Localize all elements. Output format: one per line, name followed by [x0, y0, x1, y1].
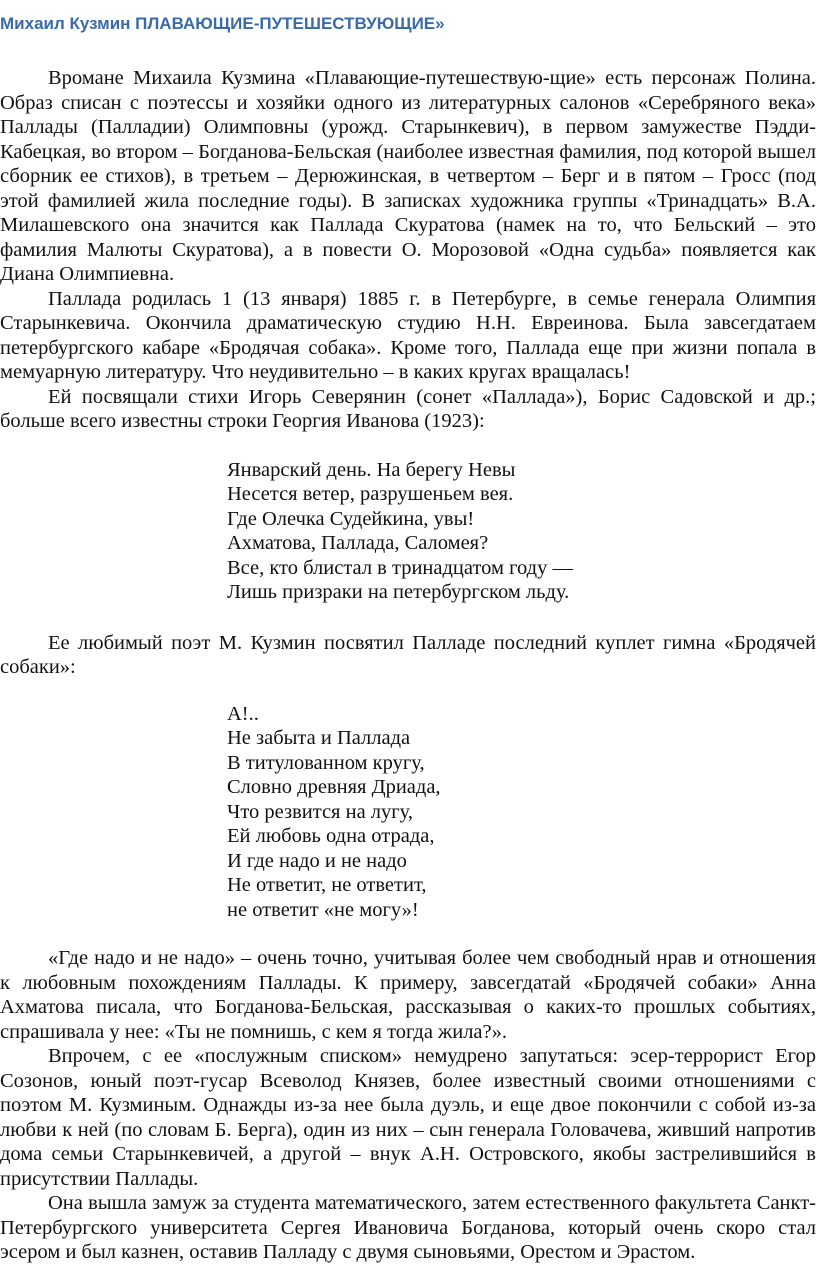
paragraph-service-record: Впрочем, с ее «послужным списком» немудрено запутаться: эсер-террорист Егор Созонов, юный поэт-гусар Всеволод Князев, более известный своими отношениями с поэтом М. Кузминым. Однажды из-за нее была дуэль, и еще двое покончили с собой из-за любви к ней (по словам Б. Берга), один из них – сын генерала Головачева, живший напротив дома семьи Старынкевичей, а другой – внук А.Н. Островского, якобы застрелившийся в присутствии Паллады.: [0, 1045, 816, 1190]
poem-line: Все, кто блистал в тринадцатом году —: [227, 556, 573, 579]
document-title: Михаил Кузмин ПЛАВАЮЩИЕ-ПУТЕШЕСТВУЮЩИЕ»: [0, 14, 445, 33]
poem-line: Где Олечка Судейкина, увы!: [227, 507, 475, 530]
poem-line: Словно древняя Дриада,: [227, 776, 441, 798]
paragraph-intro: Вромане Михаила Кузмина «Плавающие-путешествую-щие» есть персонаж Полина. Образ списан с поэтессы и хозяйки одного из литературных салонов «Серебряного века» Паллады (Палладии) Олимповны (урожд. Старынкевич), в первом замужестве Пэдди-Кабецкая, во втором – Богданова-Бельская (наиболее известная фамилия, под которой вышел сборник ее стихов), в третьем – Дерюжинская, в четвертом – Берг и в пятом – Гросс (под этой фамилией жила последние годы). В записках художника группы «Тринадцать» В.А. Милашевского она значится как Паллада Скуратова (намек на то, что Бельский – это фамилия Малюты Скуратова), а в повести О. Морозовой «Одна судьба» появляется как Диана Олимпиевна.: [0, 67, 816, 285]
poem-line: А!..: [227, 702, 259, 725]
poem-line: Что резвится на лугу,: [227, 800, 414, 823]
poem-line: В титулованном кругу,: [227, 751, 425, 774]
paragraph-dedications: Ей посвящали стихи Игорь Северянин (сонет «Паллада»), Борис Садовской и др.; больше всего известны строки Георгия Иванова (1923):: [0, 385, 816, 432]
poem-line: Несется ветер, разрушеньем вея.: [227, 483, 514, 505]
paragraph-kuzmin-hymn: Ее любимый поэт М. Кузмин посвятил Палладе последний куплет гимна «Бродячей собаки»:: [0, 631, 816, 678]
poem-line: не ответит «не могу»!: [227, 898, 419, 921]
spacer: [0, 434, 816, 458]
document-body: [0, 66, 816, 1265]
spacer: [0, 680, 816, 702]
poem-ivanov: [227, 458, 816, 605]
paragraph-birth: Паллада родилась 1 (13 января) 1885 г. в Петербурге, в семье генерала Олимпия Старынкевича. Окончила драматическую студию Н.Н. Евреинова. Была завсегдатаем петербургского кабаре «Бродячая собака». Кроме того, Паллада еще при жизни попала в мемуарную литературу. Что неудивительно – в каких кругах вращалась!: [0, 287, 816, 383]
spacer: [0, 605, 816, 631]
poem-line: И где надо и не надо: [227, 849, 407, 872]
paragraph-where-needed: «Где надо и не надо» – очень точно, учитывая более чем свободный нрав и отношения к любовным похождениям Паллады. К примеру, завсегдатай «Бродячей собаки» Анна Ахматова писала, что Богданова-Бельская, рассказывая о каких-то прошлых событиях, спрашивала у нее: «Ты не помнишь, с кем я тогда жила?».: [0, 947, 816, 1043]
poem-line: Ахматова, Паллада, Саломея?: [227, 532, 489, 554]
poem-line: Не ответит, не ответит,: [227, 874, 427, 896]
poem-line: Ей любовь одна отрада,: [227, 825, 435, 847]
paragraph-marriage: Она вышла замуж за студента математического, затем естественного факультета Санкт-Петербургского университета Сергея Ивановича Богданова, который очень скоро стал эсером и был казнен, оставив Палладу с двумя сыновьями, Орестом и Эрастом.: [0, 1192, 816, 1263]
poem-line: Январский день. На берегу Невы: [227, 458, 516, 481]
poem-line: Лишь призраки на петербургском льду.: [227, 581, 570, 603]
poem-kuzmin: [227, 702, 816, 923]
spacer: [0, 922, 816, 946]
poem-line: Не забыта и Паллада: [227, 727, 411, 749]
